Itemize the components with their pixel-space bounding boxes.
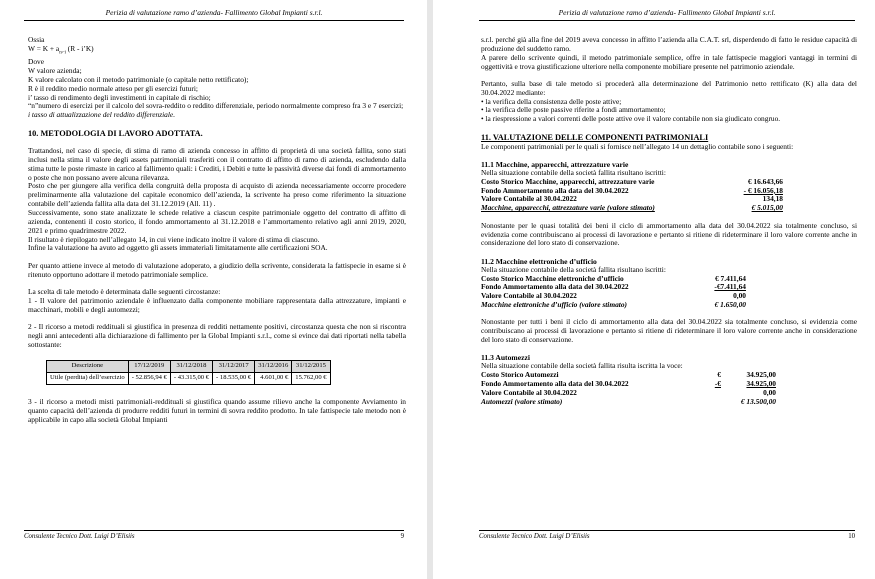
figure-label: Costo Storico Macchine, apparecchi, attrezzature varie [481, 176, 655, 186]
formula-lhs: W = K + a [28, 43, 60, 53]
figure-value: - € 16.056,18 [743, 185, 783, 195]
section-title-10: 10. METODOLOGIA DI LAVORO ADOTTATA. [28, 128, 203, 138]
figures-block [481, 371, 776, 406]
table-cell: 15.762,00 € [292, 372, 330, 384]
formula-intro: Ossia [28, 35, 45, 44]
paragraph: Trattandosi, nel caso di specie, di stima di ramo di azienda concesso in affitto di proprietà di una società fallita, sono stati inclusi nella stima il valore degli assets patrimoniali trasferiti con il contratto di affitto di ramo di azienda, escludendo dalla stima tutte le poste rimaste in carico al fallimento quali: i Crediti, i Debiti e tutte le passività diverse dai fondi di ammortamento o poste che non possano avere alcuna rilevanza. [28, 146, 406, 182]
figures-block [481, 275, 746, 310]
right-content [481, 36, 857, 407]
var-i-prime: i’ tasso di rendimento degli investimenti in capitale di rischio; [28, 92, 211, 102]
paragraph: Successivamente, sono state analizzate le schede relative a ciascun cespite patrimoniale oggetto del contratto di affitto di azienda, contenenti il costo storico, il fondo ammortamento al 31.12.2018 e l’ammortamento relativo agli anni 2019, 2020, 2021 e primo quadrimestre 2022. [28, 207, 406, 235]
formula-subscript: n⌐i [59, 50, 66, 56]
paragraph: Per quanto attiene invece al metodo di valutazione adoperato, a giudizio della scrivente, considerata la fattispecie in esame si è ritenuto opportuno adottare il metodo patrimoniale semplice. [28, 260, 406, 279]
footer-author: Consulente Tecnico Dott. Luigi D’Elisiis [24, 533, 135, 540]
paragraph: Pertanto, sulla base di tale metodo si procederà alla determinazione del Patrimonio netto rettificato (K) alla data del 30.04.2022 mediante: [481, 78, 857, 97]
figure-label: Costo Storico Automezzi [481, 370, 559, 380]
subsection-title: 11.3 Automezzi [481, 353, 530, 363]
figure-value: € 7.411,64 [714, 273, 746, 283]
paragraph: Posto che per giungere alla verifica della congruità della proposta di acquisto di azienda necessariamente occorre procedere preliminarmente alla valutazione del capitale economico dell’azienda, la scrivente ha preso come riferimento la situazione contabile dell’azienda fallita alla data del 31.12.2019 (All. 11) . [28, 181, 406, 209]
figure-value: € 1.650,00 [714, 300, 746, 310]
table-header-row [47, 360, 331, 372]
page-footer [479, 530, 855, 540]
bullet-item: • la verifica delle poste passive riferite a fondi ammortamento; [481, 105, 666, 115]
figure-value: -€7.411,64 [714, 282, 746, 292]
left-page [0, 0, 427, 579]
table-header: 31/12/2015 [292, 360, 330, 372]
figure-currency: € [717, 370, 721, 380]
figure-value: 0,00 [763, 387, 776, 397]
paragraph: A parere dello scrivente quindi, il metodo patrimoniale semplice, offre in tale fattispecie maggiori vantaggi in termini di oggettività e trova giustificazione ulteriore nella componente mobiliare presente nel patrimonio aziendale. [481, 52, 857, 71]
table-row [47, 372, 331, 384]
figure-label: Macchine, apparecchi, attrezzature varie (valore stimato) [481, 203, 655, 213]
figure-label: Costo Storico Macchine elettroniche d’ufficio [481, 273, 624, 283]
table-header: 31/12/2018 [170, 360, 212, 372]
section-title-11: 11. VALUTAZIONE DELLE COMPONENTI PATRIMONIALI [481, 132, 709, 142]
figure-label: Fondo Ammortamento alla data del 30.04.2022 [481, 379, 629, 389]
paragraph: 2 - Il ricorso a metodi reddituali si giustifica in presenza di redditi nettamente positivi, circostanza questa che non si riscontra negli anni antecedenti alla dichiarazione di fallimento per la Global Impianti s.r.l., come si evince dai dati riportati nella tabella sottostante: [28, 321, 406, 349]
table-header: 31/12/2016 [255, 360, 292, 372]
figure-value: € 16.643,66 [747, 176, 783, 186]
footer-author: Consulente Tecnico Dott. Luigi D’Elisiis [479, 533, 590, 540]
figure-currency: -€ [714, 379, 721, 389]
subsection-intro: Nella situazione contabile della società fallita risultano iscritti: [481, 167, 666, 177]
table-header: 17/12/2019 [128, 360, 170, 372]
figure-value: 34.925,00 [746, 370, 776, 380]
bullet-item: • la verifica della consistenza delle poste attive; [481, 96, 622, 106]
var-k: K valore calcolato con il metodo patrimoniale (o capitale netto rettificato); [28, 74, 249, 84]
left-content [28, 36, 406, 425]
formula [28, 45, 406, 58]
paragraph: Le componenti patrimoniali per le quali si fornisce nell’allegato 14 un dettaglio contabile sono i seguenti: [481, 141, 794, 151]
table-row-label: Utile (perdita) dell’esercizio [47, 372, 129, 384]
subsection-intro: Nella situazione contabile della società fallita risulta iscritta la voce: [481, 361, 683, 371]
figures-block [481, 178, 783, 213]
table-header: Descrizione [47, 360, 129, 372]
dove-label: Dove [28, 57, 45, 67]
page-footer [24, 530, 404, 540]
figure-label: Fondo Ammortamento alla data del 30.04.2022 [481, 185, 629, 195]
header-text: Perizia di valutazione ramo d’azienda- Fallimento Global Impianti s.r.l. [558, 8, 776, 17]
var-r: R è il reddito medio normale atteso per gli esercizi futuri; [28, 83, 198, 93]
figure-value: € 13.500,00 [740, 396, 776, 406]
paragraph: 1 - Il valore del patrimonio aziendale è influenzato dalla componente mobiliare rappresentata dalla attrezzature, impianti e macchinari, mobili e degli automezzi; [28, 295, 406, 314]
header-text: Perizia di valutazione ramo d’azienda- Fallimento Global Impianti s.r.l. [105, 8, 323, 17]
paragraph: Infine la valutazione ha avuto ad oggetto gli assets immateriali limitatamente alle certificazioni SOA. [28, 243, 328, 253]
paragraph: 3 - il ricorso a metodi misti patrimoniali-reddituali si giustifica quando assume rilievo anche la componente Avviamento in quanto capacità dell’azienda di produrre redditi futuri in termini di sovra reddito prodotto. In tale fattispecie tale metodo non è applicabile in capo alla società Global Impianti [28, 397, 406, 424]
var-i: i tasso di attualizzazione del reddito differenziale. [28, 110, 176, 120]
figure-label: Valore Contabile al 30.04.2022 [481, 194, 577, 204]
figure-label: Automezzi (valore stimato) [481, 396, 563, 406]
profit-loss-table [46, 360, 331, 385]
figure-value: 34.925,00 [746, 379, 776, 389]
figure-row [481, 301, 746, 310]
table-cell: - 52.856,94 € [128, 372, 170, 384]
paragraph: Nonostante per le quasi totalità dei beni il ciclo di ammortamento alla data del 30.04.2022 sia totalmente concluso, si evidenzia come contribuiscano ai processi di lavorazione e pertanto si ritiene di rideterminare il loro valore corrente anche in considerazione del loro stato di conservazione. [481, 220, 857, 248]
paragraph: Nonostante per tutti i beni il ciclo di ammortamento alla data del 30.04.2022 sia totalmente concluso, si evidenzia come contribuiscano ai processi di lavorazione e pertanto si ritiene di rideterminare il loro valore corrente anche in considerazione del loro stato di conservazione. [481, 317, 857, 345]
figure-label: Valore Contabile al 30.04.2022 [481, 291, 577, 301]
table-header: 31/12/2017 [213, 360, 255, 372]
page-number: 9 [400, 533, 404, 540]
subsection-title: 11.2 Macchine elettroniche d’ufficio [481, 256, 597, 266]
table-cell: - 43.315,00 € [170, 372, 212, 384]
right-page [433, 0, 875, 579]
var-n: “n”numero di esercizi per il calcolo del sovra-reddito o reddito differenziale, periodo normalmente compreso fra 3 e 7 esercizi; [28, 101, 404, 111]
page-number: 10 [848, 533, 855, 540]
bullet-item: • la riespressione a valori correnti delle poste attive ove il valore contabile non sia giudicato congruo. [481, 114, 781, 124]
var-w: W valore azienda; [28, 66, 82, 75]
figure-label: Valore Contabile al 30.04.2022 [481, 387, 577, 397]
figure-value: € 5.015,00 [751, 203, 783, 213]
paragraph: s.r.l. perché già alla fine del 2019 aveva concesso in affitto l’azienda alla C.A.T. srl, disperdendo di fatto le residue capacità di produzione del suddetto ramo. [481, 35, 857, 53]
paragraph: La scelta di tale metodo è determinata dalle seguenti circostanze: [28, 286, 221, 296]
subsection-title: 11.1 Macchine, apparecchi, attrezzature varie [481, 159, 629, 169]
paragraph: Il risultato è riepilogato nell’allegato 14, in cui viene indicato inoltre il valore di stima di ciascuno. [28, 234, 320, 244]
table-cell: - 18.535,00 € [213, 372, 255, 384]
figure-row [481, 398, 776, 407]
page-header [24, 8, 404, 21]
figure-label: Macchine elettroniche d’ufficio (valore stimato) [481, 300, 628, 310]
subsection-intro: Nella situazione contabile della società fallita risultano iscritti: [481, 264, 666, 274]
formula-rhs: (R - i’K) [65, 43, 94, 53]
figure-row [481, 204, 783, 213]
figure-value: 134,18 [762, 194, 783, 204]
figure-label: Fondo Ammortamento alla data del 30.04.2022 [481, 282, 629, 292]
table-cell: 4.601,00 € [255, 372, 292, 384]
figure-value: 0,00 [733, 291, 746, 301]
page-header [479, 8, 855, 21]
